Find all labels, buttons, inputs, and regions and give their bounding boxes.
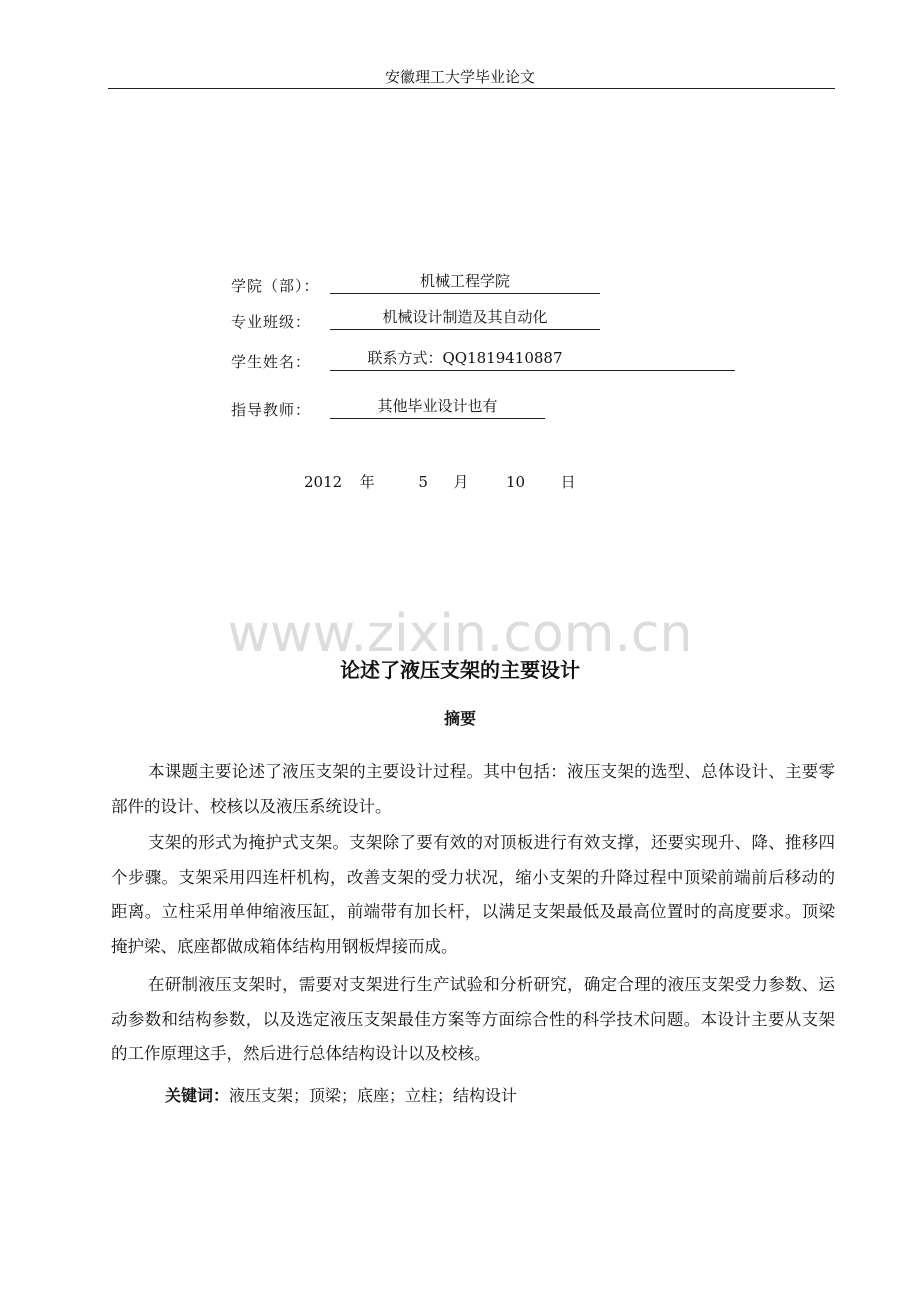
student-value — [330, 348, 735, 371]
date-year-unit: 年 — [359, 473, 375, 491]
date-day-unit: 日 — [560, 473, 576, 491]
student-value-text: 联系方式：QQ1819410887 — [367, 349, 563, 367]
college-label: 学院（部）： — [231, 277, 320, 295]
student-label: 学生姓名： — [231, 353, 312, 371]
date-year: 2012 — [304, 473, 343, 491]
abstract-paragraph: 本课题主要论述了液压支架的主要设计过程。其中包括：液压支架的选型、总体设计、主要零部件的设计、校核以及液压系统设计。 — [111, 762, 835, 816]
major-label: 专业班级： — [231, 313, 312, 331]
header-rule — [108, 88, 835, 89]
date-day: 10 — [506, 473, 526, 491]
college-value: 机械工程学院 — [330, 271, 600, 294]
keywords-value: 液压支架；顶梁；底座；立柱；结构设计 — [229, 1086, 518, 1105]
date-row — [304, 471, 576, 492]
watermark: www.zixin.com.cn — [227, 604, 693, 664]
advisor-label: 指导教师： — [231, 401, 312, 419]
document-title: 论述了液压支架的主要设计 — [340, 658, 580, 682]
keywords-line — [165, 1083, 517, 1106]
abstract-paragraph: 在研制液压支架时，需要对支架进行生产试验和分析研究，确定合理的液压支架受力参数、运动参数和结构参数，以及选定液压支架最佳方案等方面综合性的科学技术问题。本设计主要从支架的工作原理这手，然后进行总体结构设计以及校核。 — [111, 975, 835, 1063]
date-month-unit: 月 — [453, 473, 469, 491]
date-month: 5 — [418, 473, 428, 491]
major-value: 机械设计制造及其自动化 — [330, 307, 600, 330]
advisor-value: 其他毕业设计也有 — [330, 396, 545, 419]
abstract-heading: 摘要 — [443, 709, 476, 728]
abstract-paragraph: 支架的形式为掩护式支架。支架除了要有效的对顶板进行有效支撑，还要实现升、降、推移四个步骤。支架采用四连杆机构，改善支架的受力状况，缩小支架的升降过程中顶梁前端前后移动的距离。立柱采用单伸缩液压缸，前端带有加长杆，以满足支架最低及最高位置时的高度要求。顶梁掩护梁、底座都做成箱体结构用钢板焊接而成。 — [111, 833, 835, 956]
page-header-title: 安徽理工大学毕业论文 — [384, 68, 535, 86]
keywords-label: 关键词： — [165, 1086, 230, 1105]
